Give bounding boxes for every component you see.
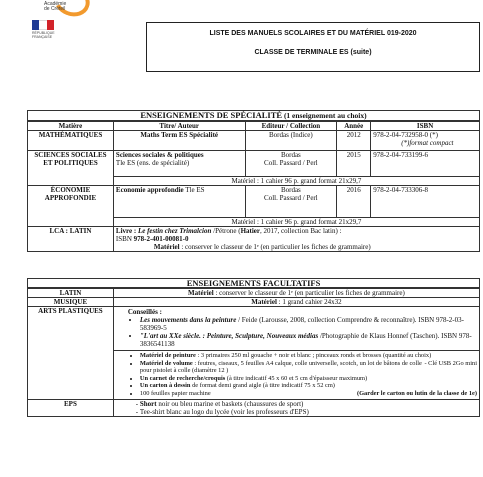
specialite-header-row: [28, 111, 480, 122]
ses-isbn: 978-2-04-733199-6: [371, 151, 480, 177]
arts-mat-portfolio: • Un carton à dessin de format demi grand aigle (à titre indicatif 75 x 52 cm): [140, 382, 477, 390]
subject-maths: MATHÉMATIQUES: [28, 131, 114, 151]
logo-republic-text: RÉPUBLIQUE FRANÇAISE: [32, 31, 55, 39]
eco-isbn: 978-2-04-733306-8: [371, 186, 480, 218]
col-matiere: Matière: [28, 121, 114, 131]
arts-mat-volume: • Matériel de volume : feutres, ciseaux, 5 feuilles A4 calque, colle universelle, scotch, un lot de bâtons de colle pour pistolet à colle (diamètre 12 ): [140, 360, 477, 375]
specialite-title: ENSEIGNEMENTS DE SPÉCIALITÉ (1 enseignement au choix): [28, 111, 480, 122]
arts-advice: Conseillés : • Les mouvements dans la peinture / Feide (Larousse, 2008, collection Comprendre & reconnaître). ISBN 978-2-03-583969-5 • "L'art au XXe siècle. : Peinture, Sculpture, Nouveaux médias /Photographie de Klaus Honnef (Taschen). ISBN 978-3836541138: [114, 307, 479, 350]
subject-ses: SCIENCES SOCIALES ET POLITIQUES: [28, 151, 114, 186]
row-maths: [28, 131, 480, 151]
row-eps: [28, 399, 480, 416]
musique-material: Matériel : 1 grand cahier 24x32: [113, 298, 479, 307]
arts-details: [113, 307, 479, 400]
subject-arts: ARTS PLASTIQUES: [28, 307, 114, 400]
eco-material: Matériel : 1 cahier 96 p. grand format 21x29,7: [113, 218, 479, 227]
row-latin: [28, 227, 480, 252]
col-editeur: Editeur / Collection: [245, 121, 337, 131]
logo-academy-text: Académie de Créteil: [44, 1, 67, 12]
row-ses: [28, 151, 480, 177]
ses-editor: Bordas Coll. Passard / Perl: [245, 151, 337, 177]
arts-book-2: • "L'art au XXe siècle. : Peinture, Sculpture, Nouveaux médias /Photographie de Klaus Honnef (Taschen). ISBN 978-3836541138: [140, 332, 477, 348]
facultatifs-title: ENSEIGNEMENTS FACULTATIFS: [28, 279, 480, 289]
facultatifs-table: [27, 278, 480, 417]
eps-details: [113, 399, 479, 416]
arts-mat-sketchbook: • Un carnet de recherche/croquis (à titre indicatif 45 x 60 et 5 cm d'épaisseur maximum): [140, 375, 477, 383]
document-subtitle: CLASSE DE TERMINALE ES (suite): [254, 49, 372, 56]
specialite-table: [27, 110, 480, 252]
maths-isbn: 978-2-04-732958-0 (*) (*)format compact: [371, 131, 480, 151]
latin-lca-details: Livre : Le festin chez Trimalcion /Pétrone (Hatier, 2017, collection Bac latin) : ISBN 978-2-401-00081-0 Matériel : conserver le classeur de 1ᵉ (en particulier les fiches de grammaire): [113, 227, 479, 252]
subject-latin-lca: LCA : LATIN: [28, 227, 114, 252]
arts-book-1: • Les mouvements dans la peinture / Feide (Larousse, 2008, collection Comprendre & reconnaître). ISBN 978-2-03-583969-5: [140, 316, 477, 332]
row-fac-latin: [28, 288, 480, 298]
col-titre: Titre/ Auteur: [113, 121, 245, 131]
eps-item-1: - Short noir ou bleu marine et baskets (chaussures de sport): [140, 400, 477, 408]
fac-latin-material: Matériel : conserver le classeur de 1ᵉ (en particulier les fiches de grammaire): [113, 288, 479, 298]
ses-material: Matériel : 1 cahier 96 p. grand format 21x29,7: [113, 177, 479, 186]
subject-musique: MUSIQUE: [28, 298, 114, 307]
eco-editor: Bordas Coll. Passard / Perl: [245, 186, 337, 218]
eco-year: 2016: [337, 186, 371, 218]
ses-year: 2015: [337, 151, 371, 177]
subject-eco: ÉCONOMIE APPROFONDIE: [28, 186, 114, 227]
row-eco: [28, 186, 480, 218]
arts-materials: [114, 350, 479, 399]
document-title: LISTE DES MANUELS SCOLAIRES ET DU MATÉRIEL 019-2020: [209, 30, 417, 37]
french-flag-icon: [32, 20, 54, 30]
row-musique: [28, 298, 480, 307]
maths-title: Maths Term ES Spécialité: [113, 131, 245, 151]
ses-title: Sciences sociales & politiques Tle ES (ens. de spécialité): [113, 151, 245, 177]
arts-mat-paper: • 100 feuilles papier machine (Garder le carton ou lutin de la classe de 1e): [140, 390, 477, 398]
col-annee: Année: [337, 121, 371, 131]
arts-mat-painting: • Matériel de peinture : 3 primaires 250 ml gouache + noir et blanc ; pinceaux ronds et brosses (quantité au choix) - Clé USB 2Go mini: [140, 352, 477, 360]
specialite-columns-row: [28, 121, 480, 131]
document-title-box: [146, 22, 480, 72]
col-isbn: ISBN: [371, 121, 480, 131]
eco-title: Economie approfondie Tle ES: [113, 186, 245, 218]
facultatifs-header-row: [28, 279, 480, 289]
row-arts: [28, 307, 480, 400]
maths-editor: Bordas (Indice): [245, 131, 337, 151]
eps-item-2: - Tee-shirt blanc au logo du lycée (voir les professeurs d'EPS): [140, 408, 477, 416]
academy-logo: [30, 0, 90, 40]
subject-fac-latin: LATIN: [28, 288, 114, 298]
subject-eps: EPS: [28, 399, 114, 416]
maths-year: 2012: [337, 131, 371, 151]
